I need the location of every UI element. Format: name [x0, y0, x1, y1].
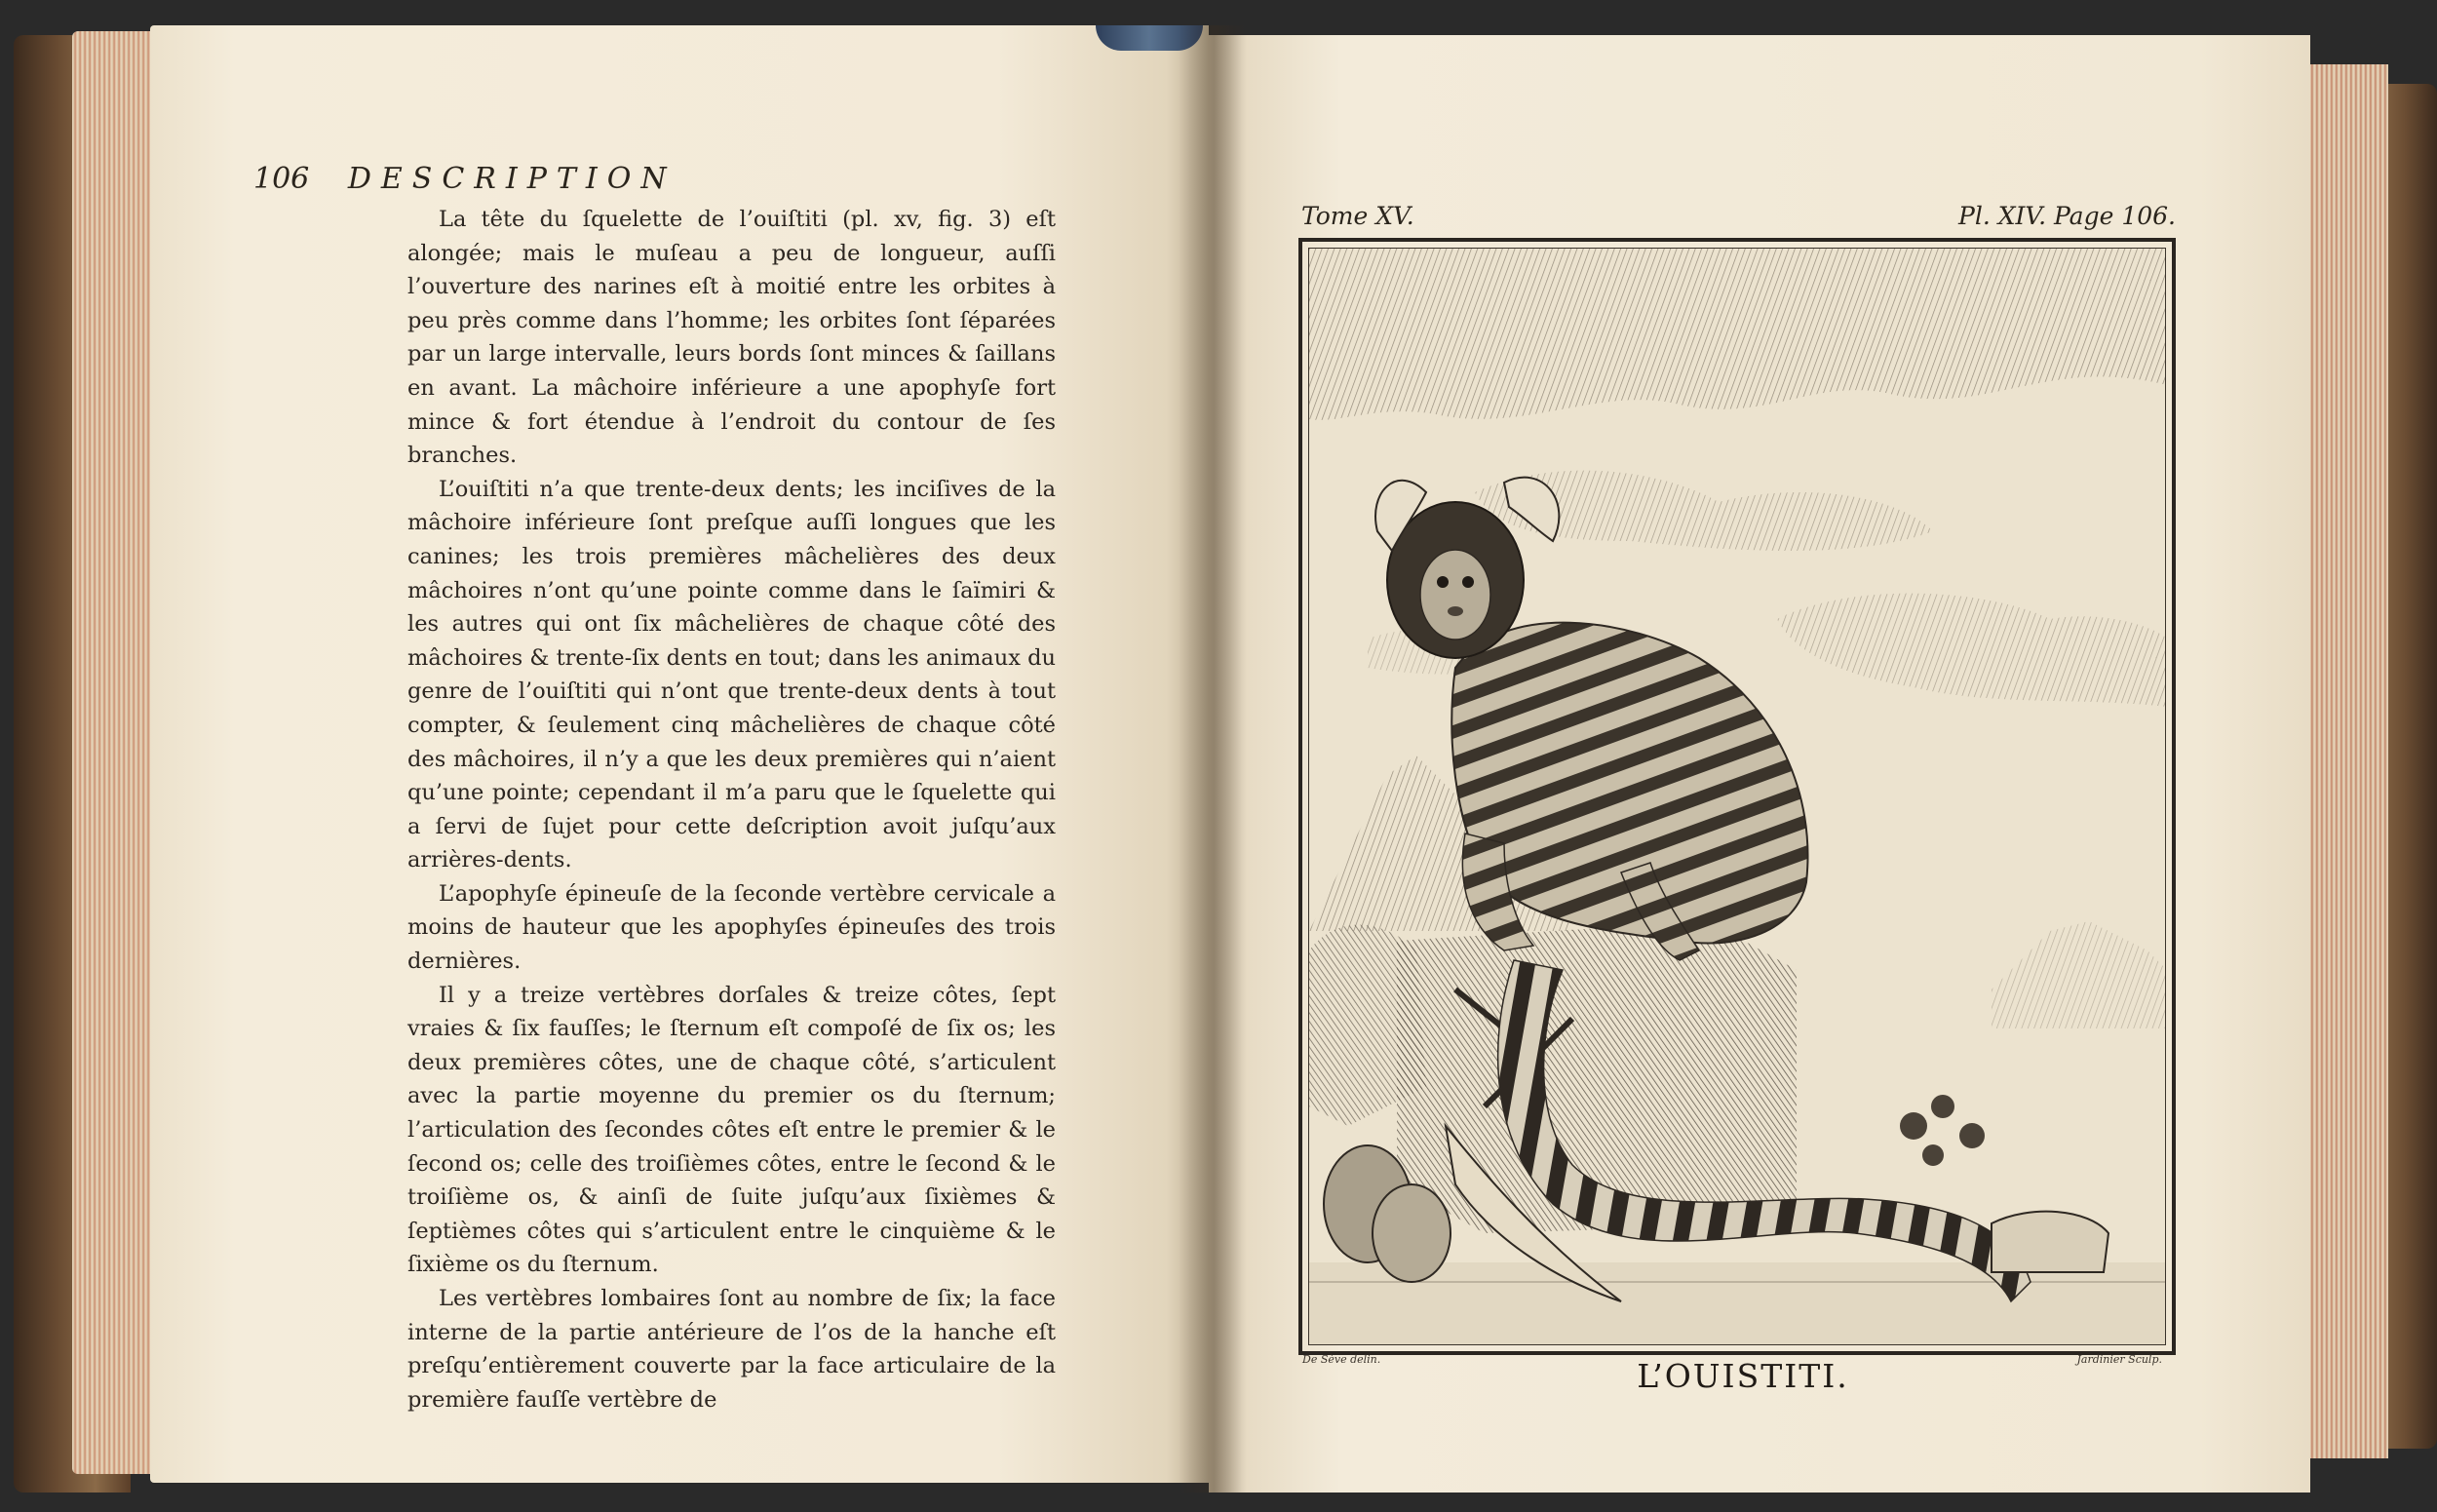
body-text: [407, 203, 1056, 1416]
plate-caption: L’OUISTITI.: [1637, 1357, 1849, 1395]
paragraph: Il y a treize vertèbres dorſales & treize côtes, ſept vraies & ſix fauſſes; le ſternum eſt compoſé de ſix os; les deux premières côtes, une de chaque côté, s’articulent avec la partie moyenne du premier os du ſternum; l’articulation des ſecondes côtes eſt entre le premier & le ſecond os; celle des troiſièmes côtes, entre le ſecond & le troiſième os, & ainſi de ſuite juſqu’aux ſixièmes & ſeptièmes côtes qui s’articulent entre le cinquième & le ſixième os du ſternum.: [407, 982, 1056, 1278]
running-head: [253, 162, 677, 196]
running-title: DESCRIPTION: [347, 162, 677, 196]
plate-reference: Pl. XIV. Page 106.: [1958, 202, 2176, 230]
bookmark-ribbon: [1096, 25, 1203, 51]
plate-tome-label: Tome XV.: [1301, 202, 1414, 230]
paragraph: La tête du ſquelette de l’ouiſtiti (pl. xv, fig. 3) eſt alongée; mais le muſeau a peu de longueur, auſſi l’ouverture des narines eſt à moitié entre les orbites à peu près comme dans l’homme; les orbites ſont ſéparées par un large intervalle, leurs bords ſont minces & ſaillans en avant. La mâchoire inférieure a une apophyſe fort mince & fort étendue à l’endroit du contour de ſes branches.: [407, 207, 1056, 469]
engraver-credit-left: De Sève delin.: [1302, 1353, 1381, 1366]
engraving-image: [1308, 248, 2166, 1345]
paragraph: Les vertèbres lombaires ſont au nombre de ſix; la face interne de la partie antérieure de l’os de la hanche eſt preſqu’entièrement couverte par la face articulaire de la première fauſſe vertèbre de: [407, 1286, 1056, 1413]
page-number: 106: [253, 162, 310, 196]
engraver-credit-right: Jardinier Sculp.: [2076, 1353, 2162, 1366]
paragraph: L’ouiſtiti n’a que trente-deux dents; les inciſives de la mâchoire inférieure ſont preſque auſſi longues que les canines; les trois premières mâchelières des deux mâchoires n’ont qu’une pointe comme dans le ſaïmiri & les autres qui ont ſix mâchelières de chaque côté des mâchoires & trente-ſix dents en tout; dans les animaux du genre de l’ouiſtiti qui n’ont que trente-deux dents à tout compter, & ſeulement cinq mâchelières de chaque côté des mâchoires, il n’y a que les deux premières qui n’aient qu’une pointe; cependant il m’a paru que le ſquelette qui a ſervi de ſujet pour cette deſcription avoit juſqu’aux arrières-dents.: [407, 476, 1056, 873]
engraving-plate: [1298, 238, 2176, 1355]
paragraph: L’apophyſe épineuſe de la ſeconde vertèbre cervicale a moins de hauteur que les apophyſes épineuſes des trois dernières.: [407, 880, 1056, 975]
marmoset-engraving: [1309, 249, 2166, 1345]
